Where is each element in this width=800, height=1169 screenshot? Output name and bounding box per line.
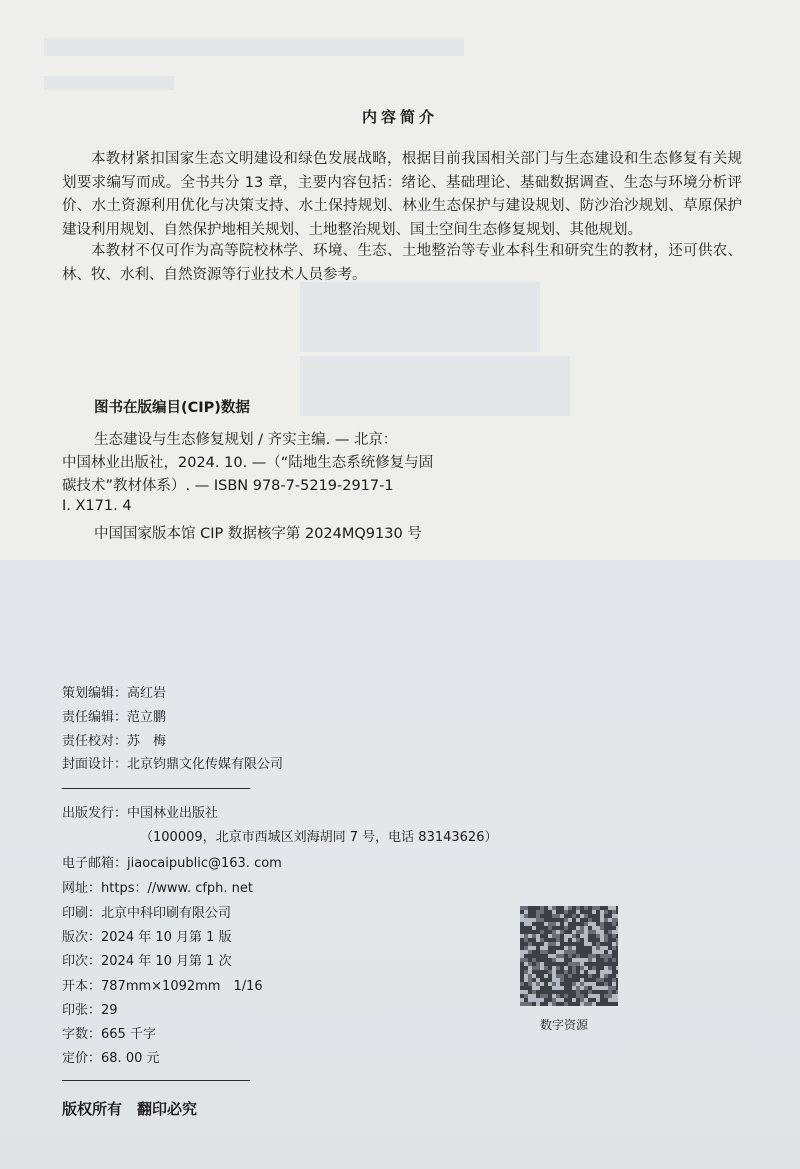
pub-label: 电子邮箱： — [62, 856, 128, 871]
staff-label: 责任编辑： — [62, 710, 128, 725]
email-row — [62, 852, 282, 871]
pub-value: 68. 00 元 — [101, 1051, 160, 1066]
staff-value: 范立鹏 — [127, 710, 167, 725]
publisher-address: （100009，北京市西城区刘海胡同 7 号，电话 83143626） — [140, 830, 498, 845]
staff-value: 北京钧鼎文化传媒有限公司 — [127, 757, 284, 772]
pub-label: 字数： — [62, 1027, 102, 1042]
pub-value: 北京中科印刷有限公司 — [101, 906, 232, 921]
pub-label: 定价： — [62, 1051, 102, 1066]
pub-value: 2024 年 10 月第 1 次 — [101, 954, 232, 969]
pub-value: 2024 年 10 月第 1 版 — [101, 930, 232, 945]
qr-caption: 数字资源 — [540, 1018, 589, 1032]
pub-label: 开本： — [62, 979, 102, 994]
qr-code-icon — [520, 906, 618, 1006]
pub-value: 787mm×1092mm 1/16 — [101, 979, 263, 994]
cip-line-5: 中国国家版本馆 CIP 数据核字第 2024MQ9130 号 — [94, 526, 422, 542]
pub-label: 网址： — [62, 881, 102, 896]
divider-bottom — [62, 1080, 250, 1081]
staff-row-proofreader — [62, 730, 166, 749]
cip-line-2: 中国林业出版社，2024. 10. —（“陆地生态系统修复与固 — [62, 455, 434, 471]
pub-value: jiaocaipublic@163. com — [127, 856, 282, 871]
summary-paragraph-1: 本教材紧扣国家生态文明建设和绿色发展战略，根据目前我国相关部门与生态建设和生态修复有关规划要求编写而成。全书共分 13 章，主要内容包括：绪论、基础理论、基础数据调查、生态与环境分析评价、水土资源利用优化与决策支持、水土保持规划、林业生态保护与建设规划、防沙治沙规划、草原保护建设利用规划、自然保护地相关规划、土地整治规划、国土空间生态修复规划、其他规划。 — [62, 151, 742, 238]
publisher-row — [62, 802, 218, 821]
cip-line-3: 碳技术”教材体系）. — ISBN 978-7-5219-2917-1 — [62, 478, 394, 494]
edition-row — [62, 926, 232, 945]
staff-row-cover-design — [62, 753, 283, 772]
summary-paragraph-2: 本教材不仅可作为高等院校林学、环境、生态、土地整治等专业本科生和研究生的教材，还可供农、林、牧、水利、自然资源等行业技术人员参考。 — [62, 243, 742, 283]
impression-row — [62, 950, 232, 969]
pub-value: 中国林业出版社 — [127, 806, 219, 821]
staff-label: 策划编辑： — [62, 686, 128, 701]
cip-line-4: Ⅰ. X171. 4 — [62, 498, 132, 514]
website-row — [62, 877, 253, 896]
printer-row — [62, 902, 231, 921]
pub-label: 印张： — [62, 1003, 102, 1018]
cip-heading: 图书在版编目(CIP)数据 — [94, 400, 250, 416]
sheets-row — [62, 999, 118, 1018]
pub-label: 版次： — [62, 930, 102, 945]
staff-label: 封面设计： — [62, 757, 128, 772]
format-row — [62, 975, 263, 994]
price-row — [62, 1047, 160, 1066]
divider-top — [62, 788, 250, 789]
pub-label: 印次： — [62, 954, 102, 969]
staff-row-planning-editor — [62, 682, 166, 701]
pub-label: 出版发行： — [62, 806, 128, 821]
pub-value: 665 千字 — [101, 1027, 156, 1042]
word-count-row — [62, 1023, 156, 1042]
summary-title: 内容简介 — [361, 108, 438, 126]
staff-row-responsible-editor — [62, 706, 166, 725]
cip-line-1: 生态建设与生态修复规划 / 齐实主编. — 北京： — [94, 432, 398, 448]
staff-value: 苏 梅 — [127, 734, 167, 749]
staff-value: 高红岩 — [127, 686, 167, 701]
pub-label: 印刷： — [62, 906, 102, 921]
copyright-notice: 版权所有 翻印必究 — [62, 1100, 198, 1118]
pub-value: 29 — [101, 1003, 118, 1018]
pub-value: https：//www. cfph. net — [101, 881, 254, 896]
staff-label: 责任校对： — [62, 734, 128, 749]
